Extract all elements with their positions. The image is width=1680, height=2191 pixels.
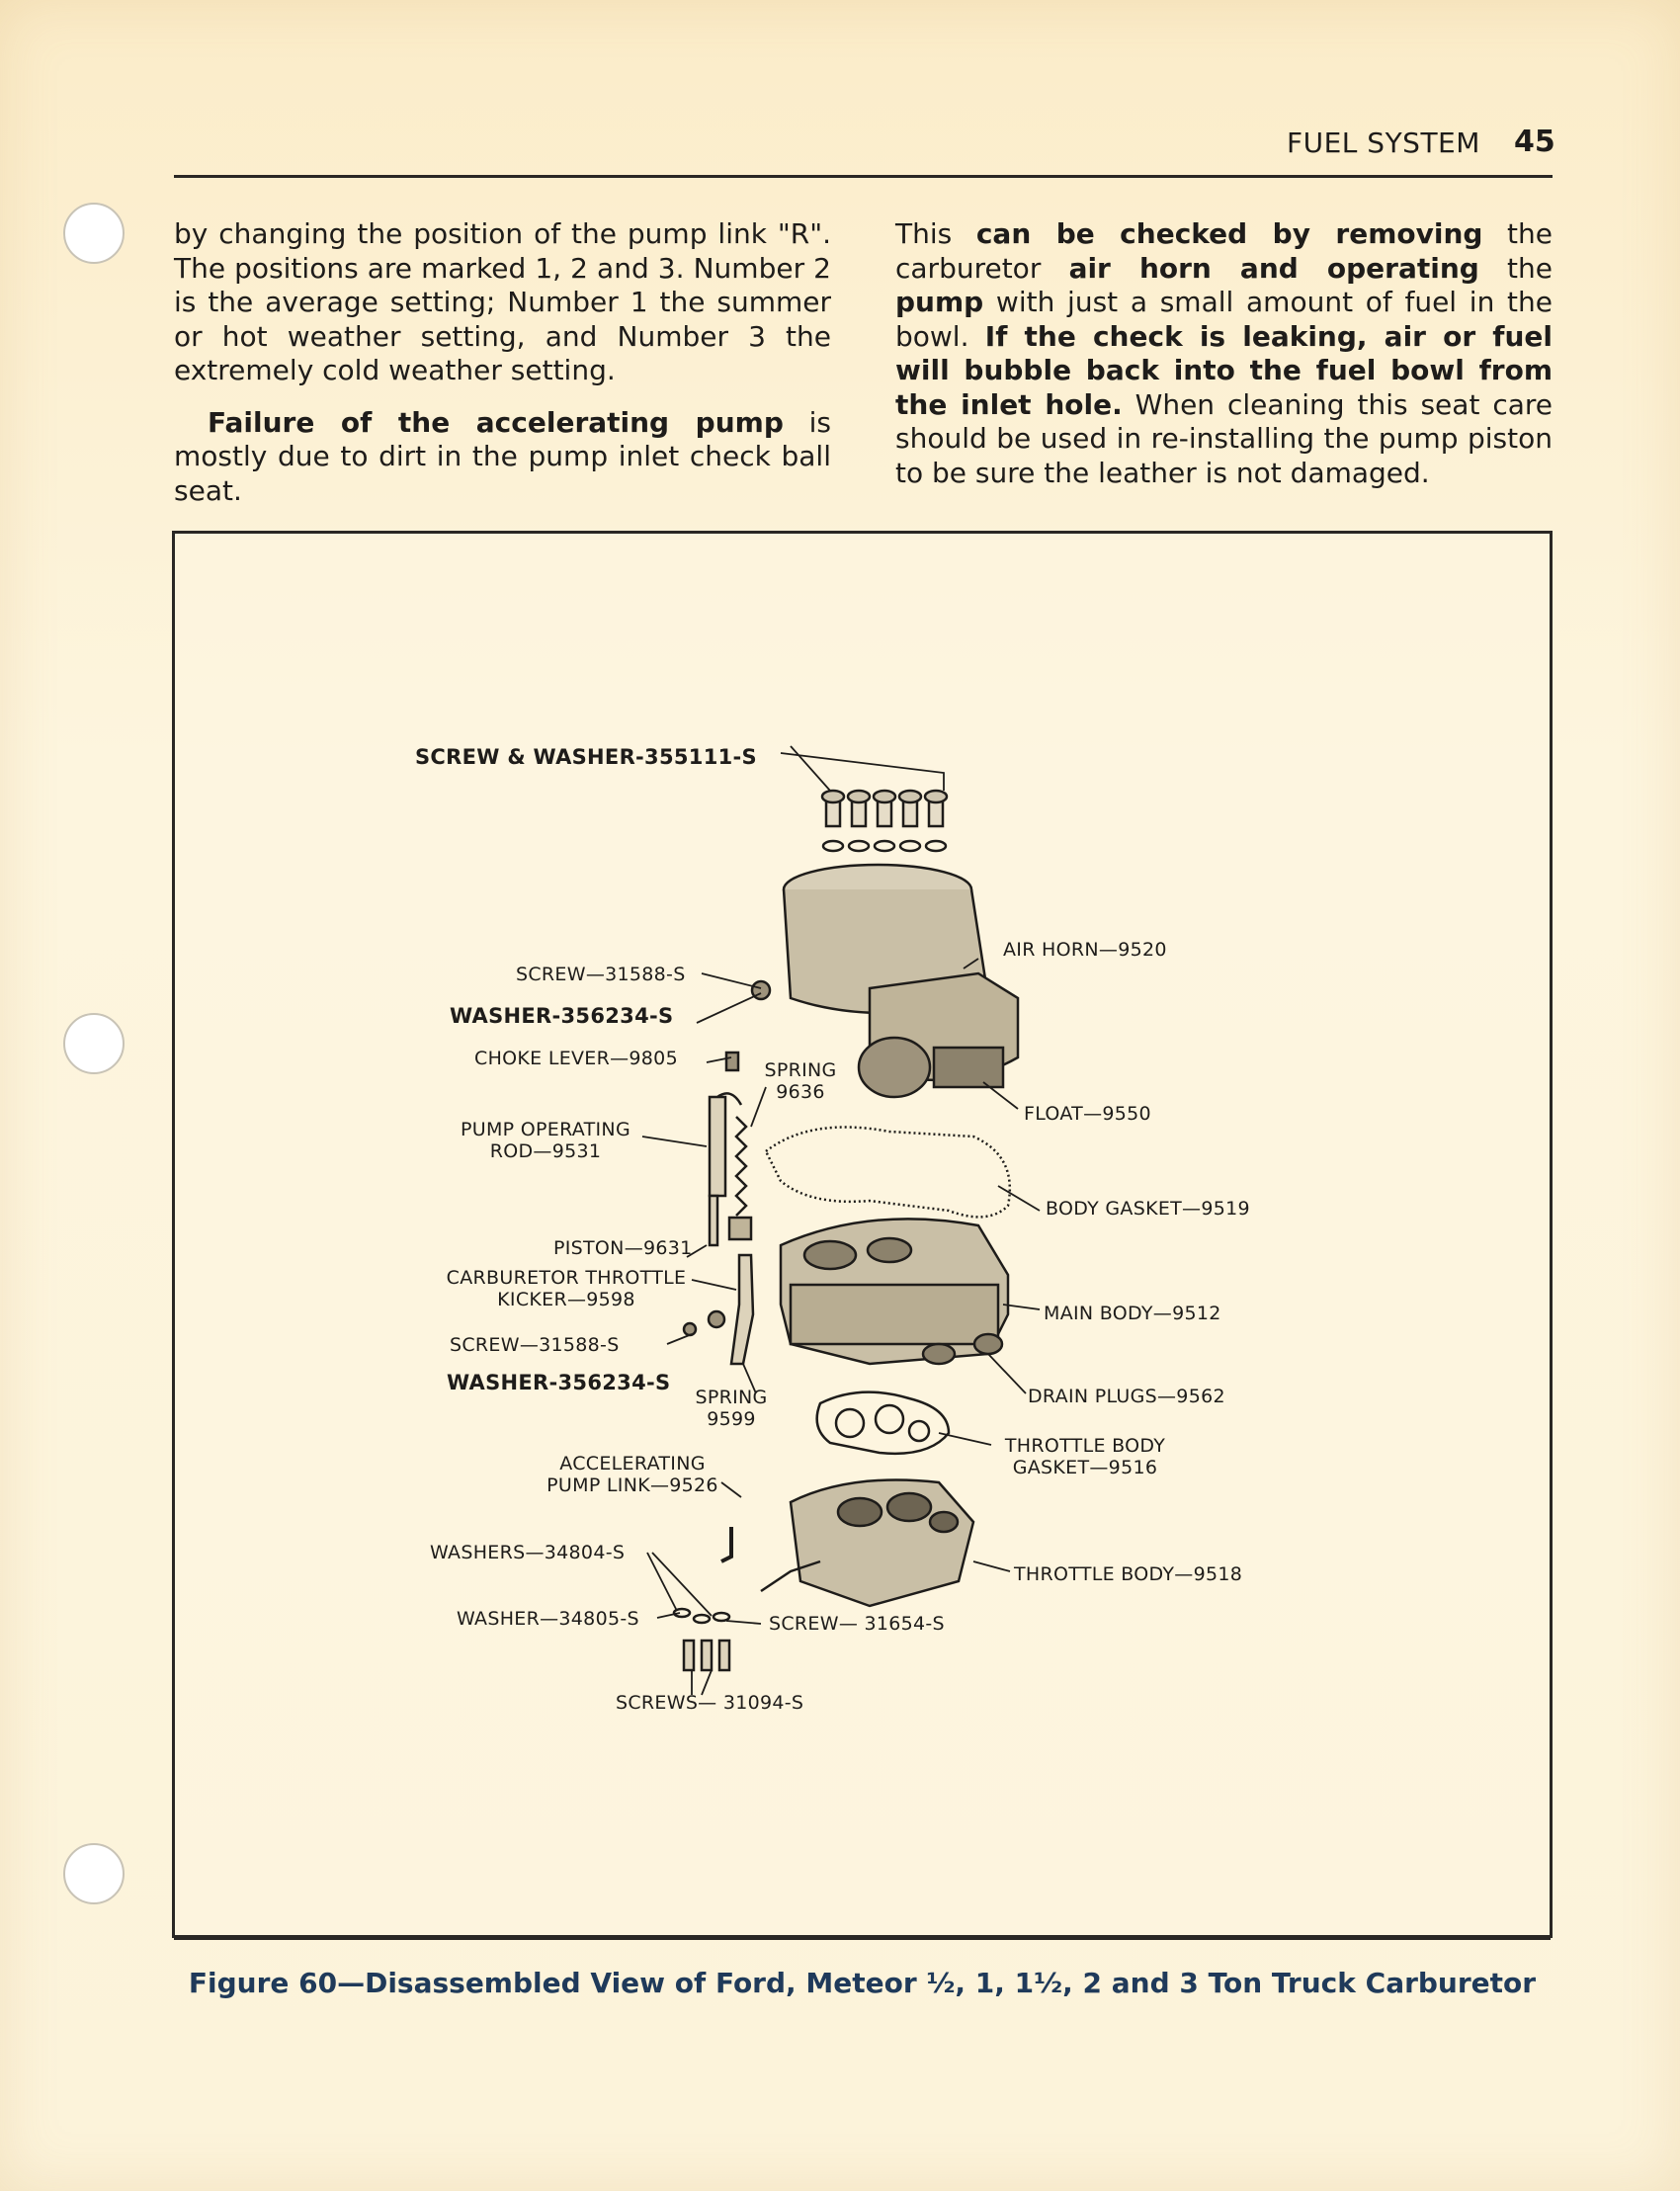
text-run: When cleaning this seat care should be used in re-installing the pump piston to be sure the leather is not damaged. xyxy=(895,387,1554,489)
label-spring-9599 xyxy=(692,1387,771,1430)
label-line: GASKET—9516 xyxy=(1012,1457,1158,1478)
figure-bottom-rule xyxy=(174,1937,1551,1940)
label-line: THROTTLE BODY xyxy=(1004,1435,1166,1457)
label-body-gasket: BODY GASKET—9519 xyxy=(1046,1198,1250,1220)
label-spring-9636 xyxy=(761,1059,840,1103)
label-line: CARBURETOR THROTTLE xyxy=(446,1267,687,1289)
paragraph-text: is mostly due to dirt in the pump inlet check ball seat. xyxy=(174,405,831,507)
kicker-drawing xyxy=(731,1255,753,1364)
label-main-body: MAIN BODY—9512 xyxy=(1044,1303,1221,1324)
figure-caption: Figure 60—Disassembled View of Ford, Meteor ½, 1, 1½, 2 and 3 Ton Truck Carburetor xyxy=(188,1967,1537,1999)
main-body-drawing xyxy=(781,1219,1008,1364)
label-line: SPRING xyxy=(764,1059,837,1081)
label-piston: PISTON—9631 xyxy=(553,1237,693,1259)
section-title: FUEL SYSTEM xyxy=(1287,126,1480,159)
label-carburetor-throttle-kicker xyxy=(443,1267,690,1310)
text-run: This xyxy=(895,217,976,250)
label-line: 9636 xyxy=(776,1081,825,1103)
label-float: FLOAT—9550 xyxy=(1024,1103,1151,1125)
page-number: 45 xyxy=(1514,125,1555,159)
label-line: PUMP OPERATING xyxy=(461,1119,630,1140)
label-accelerating-pump-link xyxy=(534,1453,731,1496)
label-pump-operating-rod xyxy=(447,1119,644,1162)
label-screw-31588-mid: SCREW—31588-S xyxy=(450,1334,620,1356)
pump-rod-drawing xyxy=(710,1093,751,1245)
label-drain-plugs: DRAIN PLUGS—9562 xyxy=(1028,1386,1225,1407)
bold-phrase: pump xyxy=(895,286,984,318)
bold-phrase: air horn and operating xyxy=(1068,251,1479,285)
label-line: ACCELERATING xyxy=(559,1453,706,1475)
label-choke-lever: CHOKE LEVER—9805 xyxy=(474,1048,678,1069)
label-throttle-body: THROTTLE BODY—9518 xyxy=(1014,1563,1243,1585)
label-line: ROD—9531 xyxy=(489,1140,602,1162)
text-run: the xyxy=(1478,251,1553,285)
body-gasket-drawing xyxy=(766,1128,1010,1218)
label-washer-356234-mid: WASHER-356234-S xyxy=(447,1371,671,1394)
paragraph-pump-link: by changing the position of the pump link "R". The positions are marked 1, 2 and 3. Number 2 is the average setting; Number 1 the summer or hot weather setting, and Number 3 the extremely cold weather setting. xyxy=(174,217,831,386)
label-line: SPRING xyxy=(695,1387,768,1408)
top-screws-drawing xyxy=(822,791,947,851)
bold-phrase: can be checked by removing xyxy=(975,217,1483,250)
label-washer-356234-top: WASHER-356234-S xyxy=(450,1004,674,1028)
label-air-horn: AIR HORN—9520 xyxy=(1003,939,1167,961)
label-throttle-body-gasket xyxy=(996,1435,1174,1478)
label-screw-31654: SCREW— 31654-S xyxy=(769,1613,945,1635)
bold-phrase: Failure of the accelerating pump xyxy=(208,405,784,439)
bottom-screws-drawing xyxy=(674,1609,729,1670)
label-line: PUMP LINK—9526 xyxy=(546,1475,718,1496)
label-washer-34805: WASHER—34805-S xyxy=(457,1608,639,1630)
label-screw-31588-top: SCREW—31588-S xyxy=(516,964,686,985)
label-line: KICKER—9598 xyxy=(497,1289,635,1310)
label-line: 9599 xyxy=(707,1408,756,1430)
text-run: with just a small amount of fuel in the bowl. xyxy=(895,286,1553,353)
label-washers-34804: WASHERS—34804-S xyxy=(430,1542,626,1563)
bold-phrase: If the check is leaking, air or fuel will bubble back into the fuel bowl from the inlet hole. xyxy=(895,319,1553,421)
text-run: the carburetor xyxy=(895,217,1553,285)
throttle-body-drawing xyxy=(761,1480,973,1607)
label-screws-31094: SCREWS— 31094-S xyxy=(616,1692,804,1714)
label-screw-washer-355111: SCREW & WASHER-355111-S xyxy=(415,745,757,769)
